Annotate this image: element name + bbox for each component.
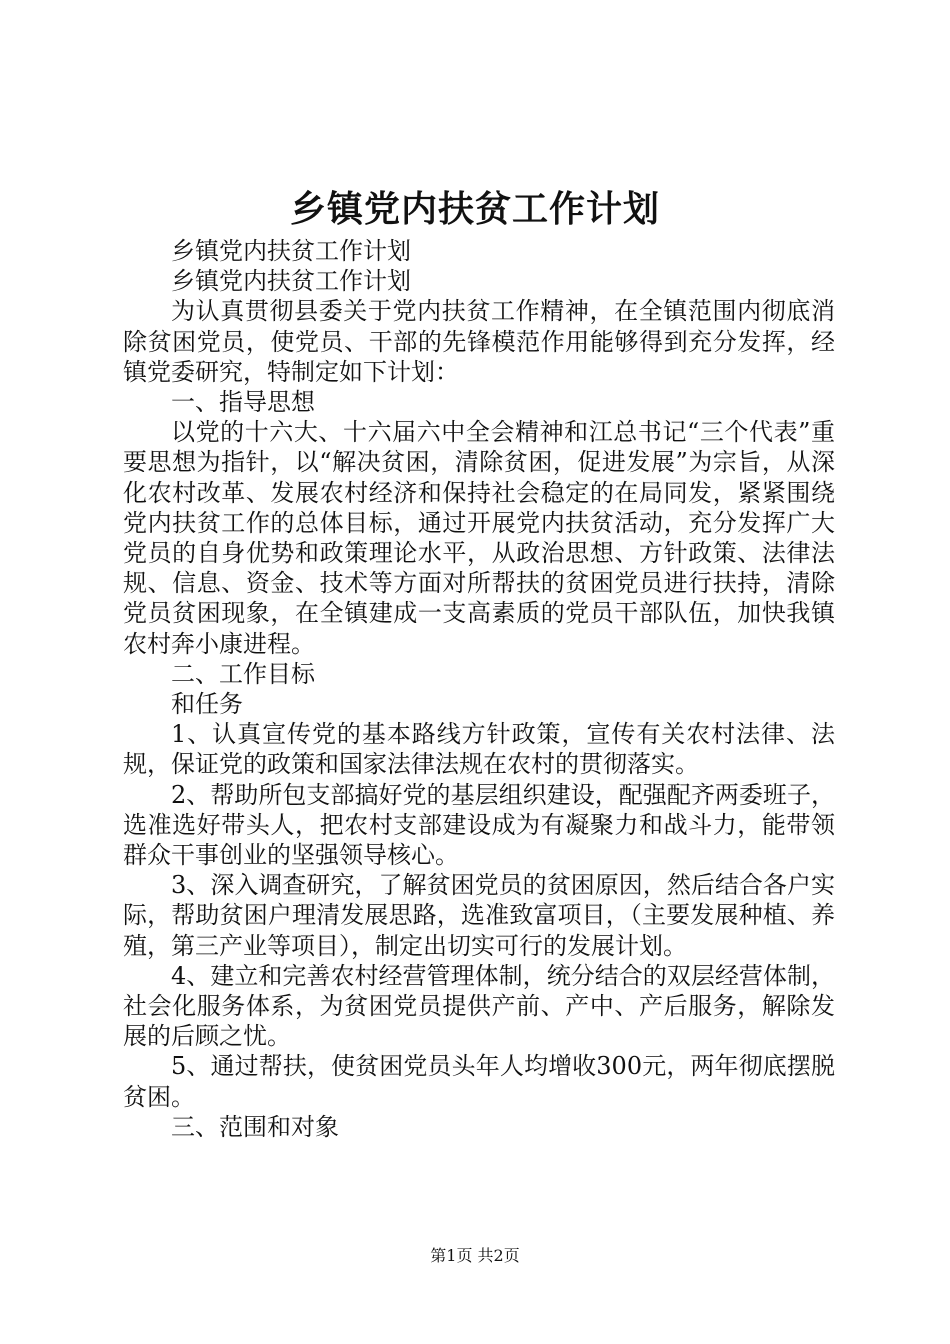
list-item: 2、帮助所包支部搞好党的基层组织建设，配强配齐两委班子，选准选好带头人，把农村支部建设成为有凝聚力和战斗力，能带领群众干事创业的坚强领导核心。 [123, 780, 835, 870]
document-body [123, 236, 835, 1142]
section-heading: 二、工作目标 [171, 659, 315, 688]
intro-paragraph: 为认真贯彻县委关于党内扶贫工作精神，在全镇范围内彻底消除贫困党员，使党员、干部的先锋模范作用能够得到充分发挥，经镇党委研究，特制定如下计划： [123, 297, 835, 386]
section-heading-continuation: 和任务 [171, 690, 243, 719]
body-paragraph: 乡镇党内扶贫工作计划 [171, 237, 411, 265]
page-number-footer: 第1页 共2页 [430, 1246, 520, 1265]
section-heading: 三、范围和对象 [171, 1112, 339, 1141]
document-title: 乡镇党内扶贫工作计划 [289, 188, 660, 230]
list-item: 5、通过帮扶，使贫困党员头年人均增收300元，两年彻底摆脱贫困。 [123, 1052, 835, 1111]
section-heading: 一、指导思想 [171, 388, 315, 417]
list-item: 3、深入调查研究，了解贫困党员的贫困原因，然后结合各户实际，帮助贫困户理清发展思路，选准致富项目，（主要发展种植、养殖，第三产业等项目），制定出切实可行的发展计划。 [123, 871, 835, 960]
list-item: 1、认真宣传党的基本路线方针政策，宣传有关农村法律、法规，保证党的政策和国家法律法规在农村的贯彻落实。 [123, 720, 835, 779]
body-paragraph: 乡镇党内扶贫工作计划 [171, 267, 411, 296]
list-item: 4、建立和完善农村经营管理体制，统分结合的双层经营体制，社会化服务体系，为贫困党员提供产前、产中、产后服务，解除发展的后顾之忧。 [123, 961, 835, 1051]
body-paragraph: 以党的十六大、十六届六中全会精神和江总书记“三个代表”重要思想为指针，以“解决贫困，清除贫困，促进发展”为宗旨，从深化农村改革、发展农村经济和保持社会稳定的在局同发，紧紧围绕党内扶贫工作的总体目标，通过开展党内扶贫活动，充分发挥广大党员的自身优势和政策理论水平，从政治思想、方针政策、法律法规、信息、资金、技术等方面对所帮扶的贫困党员进行扶持，清除党员贫困现象，在全镇建成一支高素质的党员干部队伍，加快我镇农村奔小康进程。 [123, 418, 835, 658]
